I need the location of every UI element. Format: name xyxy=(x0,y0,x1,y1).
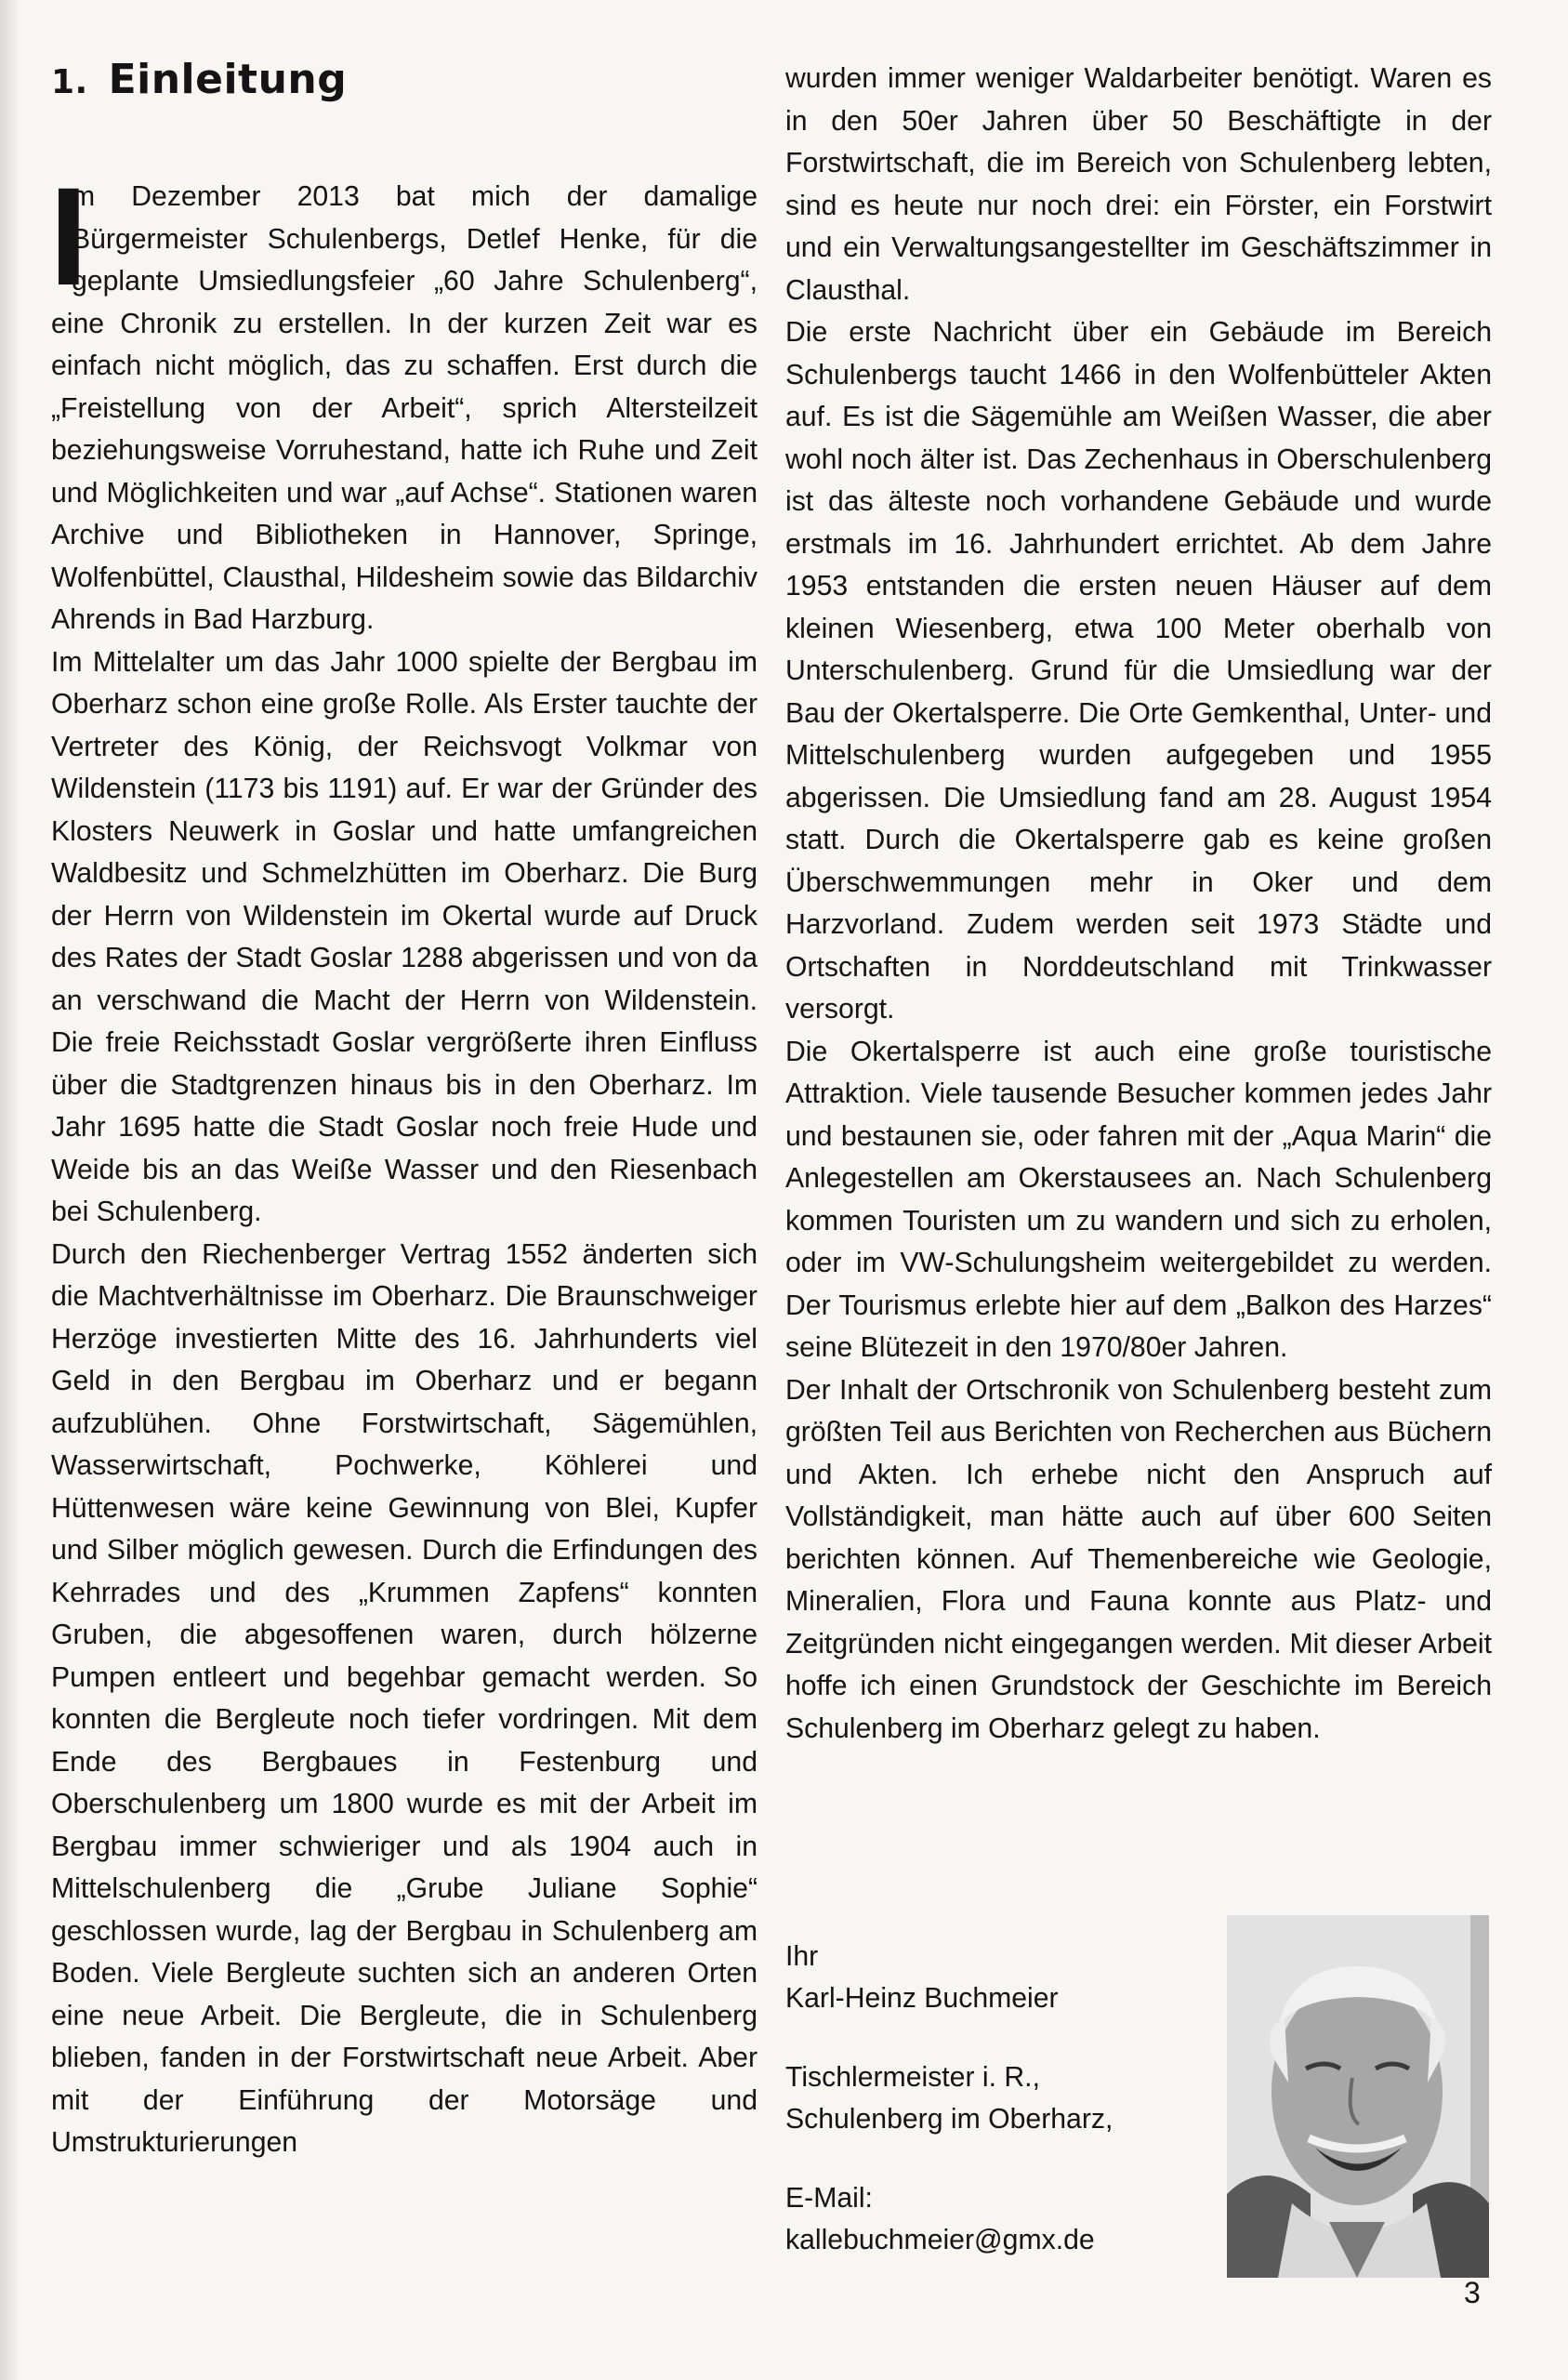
chapter-number: 1. xyxy=(51,63,88,101)
paragraph-forestry: wurden immer weniger Waldarbeiter benötigt. Waren es in den 50er Jahren über 50 Beschäftigte in der Forstwirtschaft, die im Bereich von Schulenberg lebten, sind es heute nur noch drei: ein Förster, ein Forstwirt und ein Verwaltungsangestellter im Geschäftszimmer in Clausthal. xyxy=(785,63,1492,306)
signature-name: Karl-Heinz Buchmeier xyxy=(785,1983,1059,2014)
paragraph-chronicle: Der Inhalt der Ortschronik von Schulenberg besteht zum größten Teil aus Berichten von Recherchen aus Büchern und Akten. Ich erhebe nicht den Anspruch auf Vollständigkeit, man hätte auch auf über 600 Seiten berichten können. Auf Themenbereiche wie Geologie, Mineralien, Flora und Fauna konnte aus Platz- und Zeitgründen nicht eingegangen werden. Mit dieser Arbeit hoffe ich einen Grundstock der Geschichte im Bereich Schulenberg im Oberharz gelegt zu haben. xyxy=(785,1374,1492,1744)
chapter-heading xyxy=(51,56,758,103)
author-portrait xyxy=(1227,1915,1489,2278)
email-label: E-Mail: xyxy=(785,2183,873,2214)
email-address: kallebuchmeier@gmx.de xyxy=(785,2225,1095,2255)
paragraph-mining: Durch den Riechenberger Vertrag 1552 änderten sich die Machtverhältnisse im Oberharz. Die Braunschweiger Herzöge investierten Mitte des 16. Jahrhunderts viel Geld in den Bergbau im Oberharz und er begann aufzublühen. Ohne Forstwirtschaft, Sägemühlen, Wasserwirtschaft, Pochwerke, Köhlerei und Hüttenwesen wäre keine Gewinnung von Blei, Kupfer und Silber möglich gewesen. Durch die Erfindungen des Kehrrades und des „Krummen Zapfens“ konnten Gruben, die abgesoffenen waren, durch hölzerne Pumpen entleert und begehbar gemacht werden. So konnten die Bergleute noch tiefer vordringen. Mit dem Ende des Bergbaues in Festenburg und Oberschulenberg um 1800 wurde es mit der Arbeit im Bergbau immer schwieriger und als 1904 auch in Mittelschulenberg die „Grube Juliane Sophie“ geschlossen wurde, lag der Bergbau in Schulenberg am Boden. Viele Bergleute suchten sich an anderen Orten eine neue Arbeit. Die Bergleute, die in Schulenberg blieben, fanden in der Forstwirtschaft neue Arbeit. Aber mit der Einführung der Motorsäge und Umstrukturierungen xyxy=(51,1238,758,2158)
paragraph-buildings: Die erste Nachricht über ein Gebäude im Bereich Schulenbergs taucht 1466 in den Wolfenbütteler Akten auf. Es ist die Sägemühle am Weißen Wasser, die aber wohl noch älter ist. Das Zechenhaus in Oberschulenberg ist das älteste noch vorhandene Gebäude und wurde erstmals im 16. Jahrhundert errichtet. Ab dem Jahre 1953 entstanden die ersten neuen Häuser auf dem kleinen Wiesenberg, etwa 100 Meter oberhalb von Unterschulenberg. Grund für die Umsiedlung war der Bau der Okertalsperre. Die Orte Gemkenthal, Unter- und Mittelschulenberg wurden aufgegeben und 1955 abgerissen. Die Umsiedlung fand am 28. August 1954 statt. Durch die Okertalsperre gab es keine großen Überschwemmungen mehr in Oker und dem Harzvorland. Zudem werden seit 1973 Städte und Ortschaften in Norddeutschland mit Trinkwasser versorgt. xyxy=(785,317,1492,1025)
right-column xyxy=(785,58,1492,1750)
signature-place: Schulenberg im Oberharz, xyxy=(785,2104,1113,2135)
left-column xyxy=(51,56,758,2164)
signature-title: Tischlermeister i. R., xyxy=(785,2062,1040,2093)
drop-cap: I xyxy=(49,158,88,314)
signature-greeting: Ihr xyxy=(785,1941,819,1972)
paragraph-middle-ages: Im Mittelalter um das Jahr 1000 spielte der Bergbau im Oberharz schon eine große Rolle. Als Erster tauchte der Vertreter des König, der Reichsvogt Volkmar von Wildenstein (1173 bis 1191) auf. Er war der Gründer des Klosters Neuwerk in Goslar und hatte umfangreichen Waldbesitz und Schmelzhütten im Oberharz. Die Burg der Herrn von Wildenstein im Okertal wurde auf Druck des Rates der Stadt Goslar 1288 abgerissen und von da an verschwand die Macht der Herrn von Wildenstein. Die freie Reichsstadt Goslar vergrößerte ihren Einfluss über die Stadtgrenzen hinaus bis in den Oberharz. Im Jahr 1695 hatte die Stadt Goslar noch freie Hude und Weide bis an das Weiße Wasser und den Riesenbach bei Schulenberg. xyxy=(51,646,758,1227)
paragraph-tourism: Die Okertalsperre ist auch eine große touristische Attraktion. Viele tausende Besucher kommen jedes Jahr und bestaunen sie, oder fahren mit der „Aqua Marin“ die Anlegestellen am Okerstausees an. Nach Schulenberg kommen Touristen um zu wandern und sich zu erholen, oder im VW-Schulungsheim weitergebildet zu werden. Der Tourismus erlebte hier auf dem „Balkon des Harzes“ seine Blütezeit in den 1970/80er Jahren. xyxy=(785,1036,1492,1363)
intro-paragraph: I m Dezember 2013 bat mich der damalige Bürgermeister Schulenbergs, Detlef Henke, für die geplante Umsiedlungsfeier „60 Jahre Schulenberg“, eine Chronik zu erstellen. In der kurzen Zeit war es einfach nicht möglich, das zu schaffen. Erst durch die „Freistellung von der Arbeit“, sprich Altersteilzeit beziehungsweise Vorruhestand, hatte ich Ruhe und Zeit und Möglichkeiten und war „auf Achse“. Stationen waren Archive und Bibliotheken in Hannover, Springe, Wolfenbüttel, Clausthal, Hildesheim sowie das Bildarchiv Ahrends in Bad Harzburg. xyxy=(49,158,758,635)
page-gutter-shadow xyxy=(0,0,20,2380)
page-number: 3 xyxy=(1464,2276,1481,2309)
chapter-title: Einleitung xyxy=(108,56,348,103)
portrait-illustration xyxy=(1227,1915,1489,2278)
signature-block xyxy=(785,1936,1213,2261)
